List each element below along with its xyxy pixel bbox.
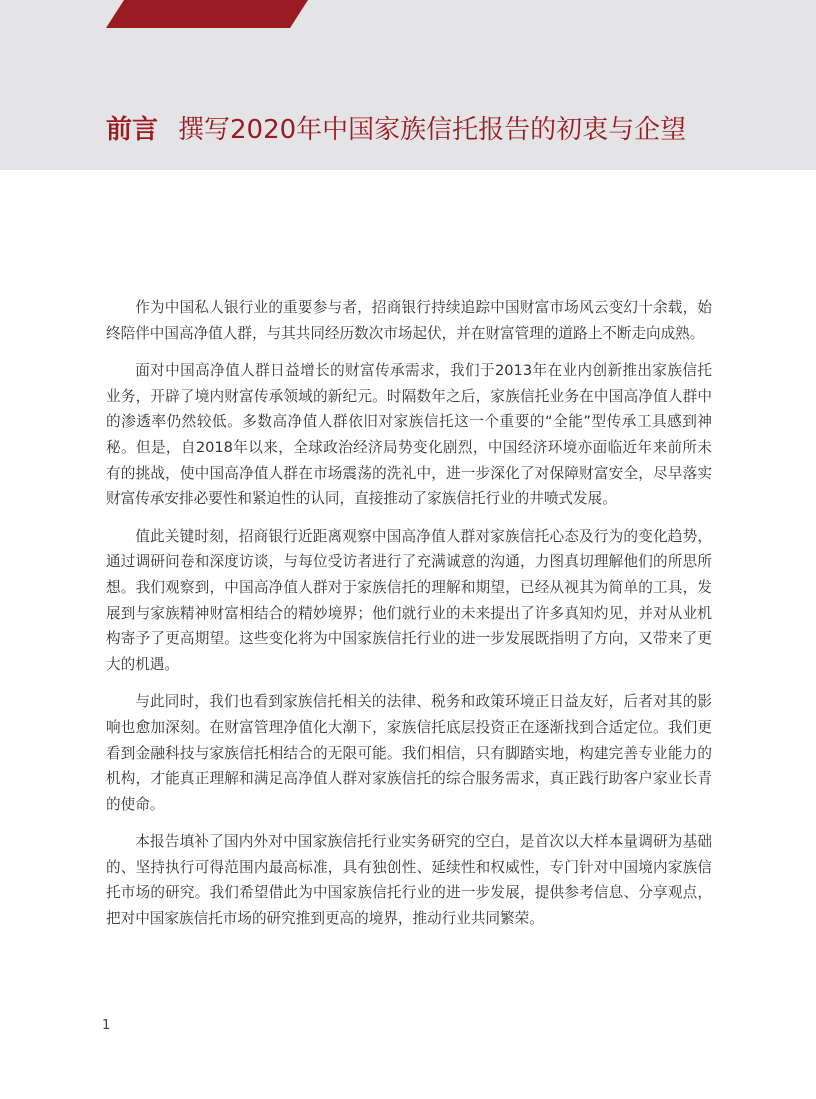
paragraph: 本报告填补了国内外对中国家族信托行业实务研究的空白，是首次以大样本量调研为基础的、坚持执行可得范围内最高标准，具有独创性、延续性和权威性，专门针对中国境内家族信托市场的研究。我们希望借此为中国家族信托行业的进一步发展，提供参考信息、分享观点，把对中国家族信托市场的研究推到更高的境界，推动行业共同繁荣。 xyxy=(106,833,712,928)
paragraph: 值此关键时刻，招商银行近距离观察中国高净值人群对家族信托心态及行为的变化趋势，通过调研问卷和深度访谈，与每位受访者进行了充满诚意的沟通，力图真切理解他们的所思所想。我们观察到，中国高净值人群对于家族信托的理解和期望，已经从视其为简单的工具，发展到与家族精神财富相结合的精妙境界；他们就行业的未来提出了许多真知灼见，并对从业机构寄予了更高期望。这些变化将为中国家族信托行业的进一步发展既指明了方向，又带来了更大的机遇。 xyxy=(106,527,712,673)
paragraph: 作为中国私人银行业的重要参与者，招商银行持续追踪中国财富市场风云变幻十余载，始终陪伴中国高净值人群，与其共同经历数次市场起伏，并在财富管理的道路上不断走向成熟。 xyxy=(106,299,712,342)
ribbon-shape xyxy=(106,0,308,28)
header-ribbon xyxy=(0,0,816,28)
paragraph: 与此同时，我们也看到家族信托相关的法律、税务和政策环境正日益友好，后者对其的影响也愈加深刻。在财富管理净值化大潮下，家族信托底层投资正在逐渐找到合适定位。我们更看到金融科技与家族信托相结合的无限可能。我们相信，只有脚踏实地，构建完善专业能力的机构，才能真正理解和满足高净值人群对家族信托的综合服务需求，真正践行助客户家业长青的使命。 xyxy=(106,693,712,813)
body-text xyxy=(106,295,712,944)
paragraph: 面对中国高净值人群日益增长的财富传承需求，我们于2013年在业内创新推出家族信托业务，开辟了境内财富传承领域的新纪元。时隔数年之后，家族信托业务在中国高净值人群中的渗透率仍然较低。多数高净值人群依旧对家族信托这一个重要的“全能”型传承工具感到神秘。但是，自2018年以来，全球政治经济局势变化剧烈，中国经济环境亦面临近年来前所未有的挑战，使中国高净值人群在市场震荡的洗礼中，进一步深化了对保障财富安全，尽早落实财富传承安排必要性和紧迫性的认同，直接推动了家族信托行业的井喷式发展。 xyxy=(106,362,712,508)
page-number: 1 xyxy=(102,1018,111,1033)
section-label: 前言 xyxy=(106,115,159,145)
page-title xyxy=(106,110,686,150)
section-title: 撰写2020年中国家族信托报告的初衷与企望 xyxy=(178,115,687,145)
